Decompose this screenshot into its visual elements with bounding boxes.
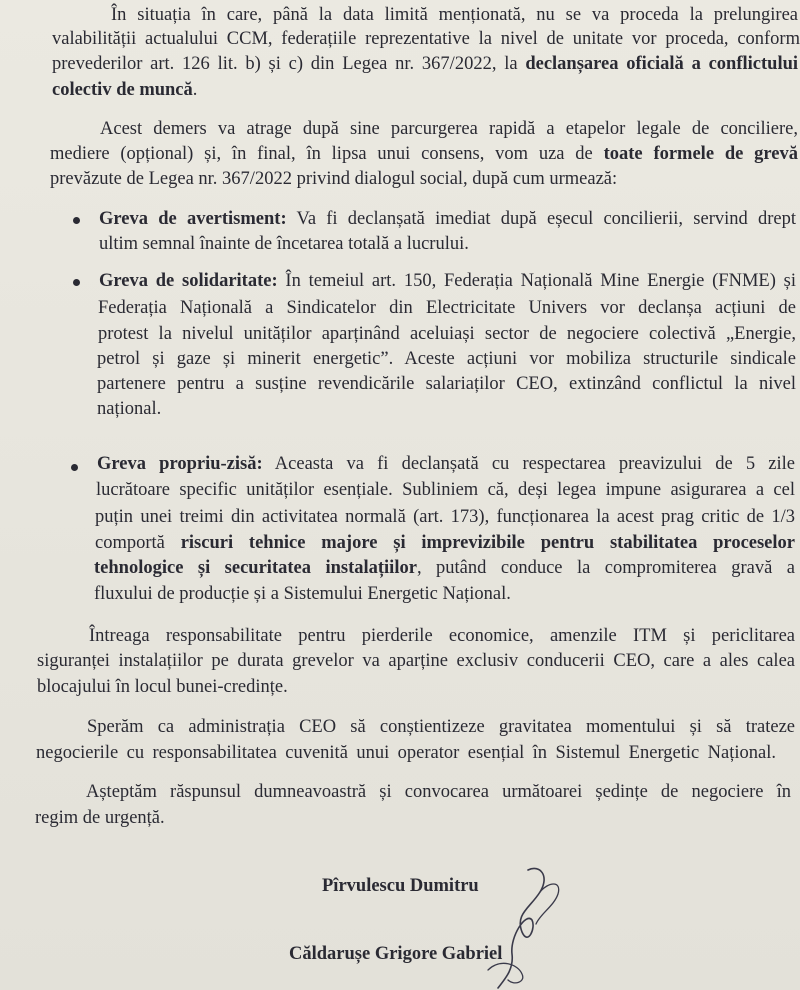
bullet-2-line-2: Federația Națională a Sindicatelor din Electricitate Univers vor declanșa acțiuni de bbox=[98, 298, 796, 318]
bullet-3-line-3: puțin unei treimi din activitatea normală (art. 173), funcționarea la acest prag critic de 1/3 bbox=[95, 507, 795, 527]
closing-1-line-1: Întreaga responsabilitate pentru pierderile economice, amenzile ITM și periclitarea bbox=[89, 626, 795, 646]
closing-2-line-2: negocierile cu responsabilitatea cuvenită unui operator esențial în Sistemul Energetic Național. bbox=[36, 743, 776, 763]
signatory-1-name: Pîrvulescu Dumitru bbox=[322, 876, 479, 896]
bullet-2-marker bbox=[73, 279, 80, 286]
bullet-3-line-2: lucrătoare specific unităților esențiale. Subliniem că, deși legea impune asigurarea a cel bbox=[96, 480, 795, 500]
bullet-2-line-4: petrol și gaze și minerit energetic”. Aceste acțiuni vor mobiliza structurile sindicale bbox=[97, 349, 796, 369]
bullet-1-line-2: ultim semnal înainte de încetarea totală a lucrului. bbox=[99, 234, 469, 254]
handwritten-signature bbox=[470, 862, 580, 990]
paragraph-1-line-4: colectiv de muncă. bbox=[52, 80, 198, 100]
bullet-2-line-1: Greva de solidaritate: În temeiul art. 150, Federația Națională Mine Energie (FNME) și bbox=[99, 271, 796, 291]
closing-3-line-1: Așteptăm răspunsul dumneavoastră și convocarea următoarei ședințe de negociere în bbox=[86, 782, 791, 802]
bullet-1-line-1: Greva de avertisment: Va fi declanșată imediat după eșecul concilierii, servind drept bbox=[99, 209, 796, 229]
paragraph-2-line-2: mediere (opțional) și, în final, în lipsa unui consens, vom uza de toate formele de grevă bbox=[50, 144, 798, 164]
bullet-3-line-6: fluxului de producție și a Sistemului Energetic Național. bbox=[94, 584, 511, 604]
paragraph-1-line-3: prevederilor art. 126 lit. b) și c) din Legea nr. 367/2022, la declanșarea oficială a conflictului bbox=[52, 54, 799, 74]
paragraph-2-line-3: prevăzute de Legea nr. 367/2022 privind dialogul social, după cum urmează: bbox=[50, 169, 618, 189]
bullet-2-line-3: protest la nivelul unităților aparținând aceluiași sector de negociere colectivă „Energie, bbox=[98, 324, 796, 344]
paragraph-1-line-2: valabilității actualului CCM, federațiile reprezentative la nivel de unitate vor proceda, conform bbox=[52, 29, 800, 49]
signatory-2-name: Căldarușe Grigore Gabriel bbox=[289, 944, 503, 964]
bullet-3-line-1: Greva propriu-zisă: Aceasta va fi declanșată cu respectarea preavizului de 5 zile bbox=[97, 454, 795, 474]
bullet-3-line-4: comportă riscuri tehnice majore și imprevizibile pentru stabilitatea proceselor bbox=[95, 533, 795, 553]
closing-1-line-2: siguranței instalațiilor pe durata grevelor va aparține exclusiv conducerii CEO, care a ales calea bbox=[37, 651, 795, 671]
closing-2-line-1: Sperăm ca administrația CEO să conștientizeze gravitatea momentului și să trateze bbox=[87, 717, 795, 737]
closing-1-line-3: blocajului în locul bunei-credințe. bbox=[37, 677, 288, 697]
bullet-3-line-5: tehnologice și securitatea instalațiilor, putând conduce la compromiterea gravă a bbox=[94, 558, 796, 578]
paragraph-2-line-1: Acest demers va atrage după sine parcurgerea rapidă a etapelor legale de conciliere, bbox=[100, 119, 798, 139]
paragraph-1-line-1: În situația în care, până la data limită menționată, nu se va proceda la prelungirea bbox=[111, 5, 798, 25]
bullet-3-marker bbox=[71, 464, 78, 471]
bullet-2-line-6: național. bbox=[97, 399, 162, 419]
bullet-2-line-5: partenere pentru a susține revendicările salariaților CEO, extinzând conflictul la nivel bbox=[97, 374, 796, 394]
closing-3-line-2: regim de urgență. bbox=[35, 808, 165, 828]
bullet-1-marker bbox=[73, 217, 80, 224]
